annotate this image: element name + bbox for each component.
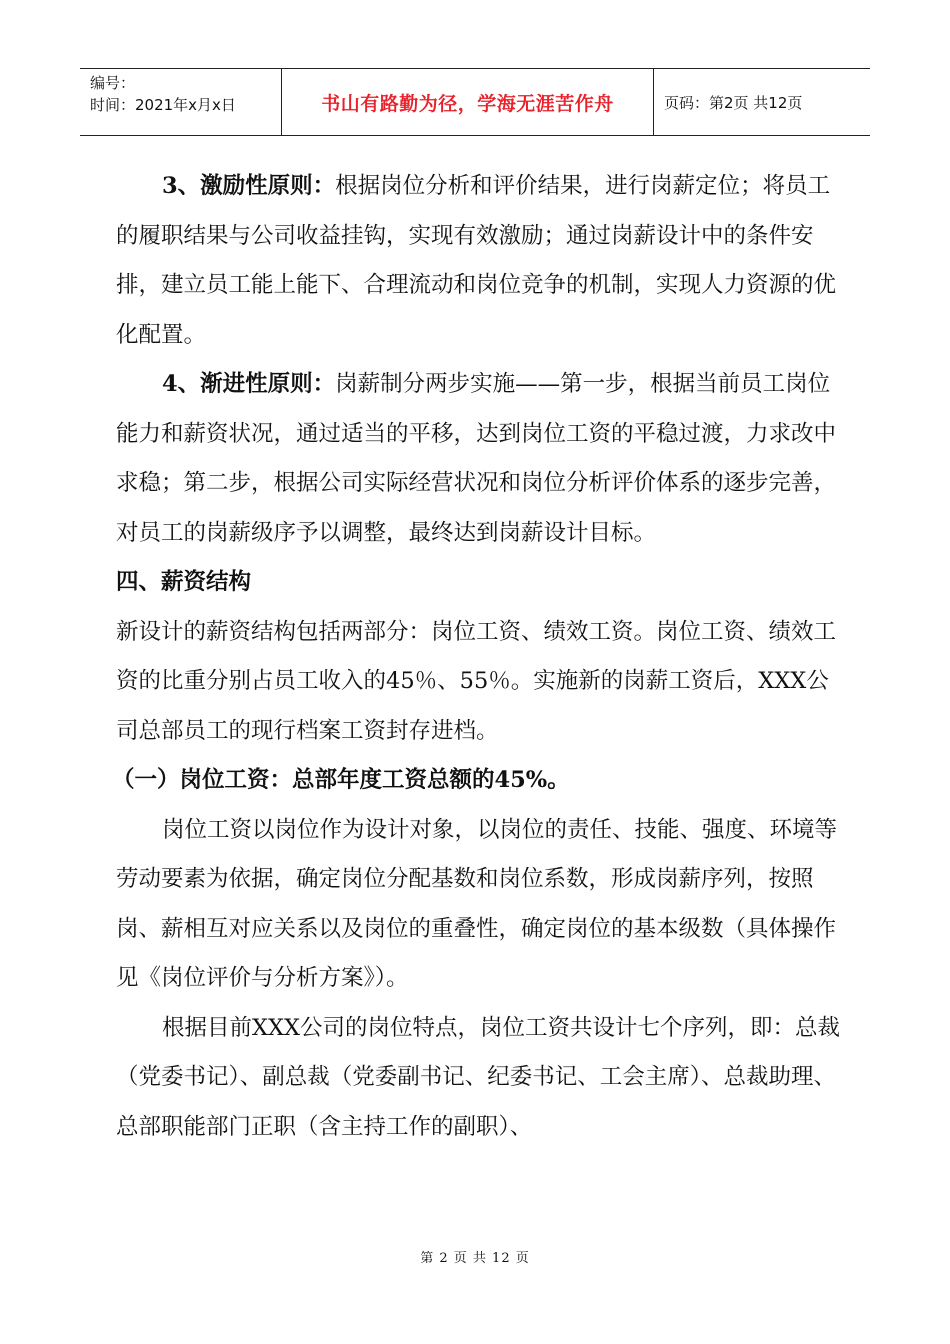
- header-motto-cell: [282, 69, 654, 135]
- paragraph-heading: 4、渐进性原则：: [162, 371, 336, 397]
- paragraph-heading: 3、激励性原则：: [162, 173, 336, 199]
- document-body: [112, 162, 846, 1152]
- paragraph-salary-structure: 新设计的薪资结构包括两部分：岗位工资、绩效工资。岗位工资、绩效工资的比重分别占员工收入的45％、55％。实施新的岗薪工资后，XXX公司总部员工的现行档案工资封存进档。: [116, 618, 837, 744]
- header-page-number: 页码：第2页 共12页: [664, 93, 803, 112]
- header-motto: 书山有路勤为径，学海无涯苦作舟: [321, 92, 614, 115]
- header-page-cell: [654, 69, 870, 135]
- paragraph-text: 根据岗位分析和评价结果，进行岗薪定位；将员工的履职结果与公司收益挂钩，实现有效激励；通过岗薪设计中的条件安排，建立员工能上能下、合理流动和岗位竞争的机制，实现人力资源的优化配置。: [116, 173, 837, 348]
- page-footer: 第 2 页 共 12 页: [420, 1251, 530, 1266]
- header-table: [80, 68, 870, 136]
- section-title-salary-structure: 四、薪资结构: [116, 569, 252, 595]
- paragraph-position-salary: 岗位工资以岗位作为设计对象，以岗位的责任、技能、强度、环境等劳动要素为依据，确定岗位分配基数和岗位系数，形成岗薪序列，按照岗、薪相互对应关系以及岗位的重叠性，确定岗位的基本级数（具体操作见《岗位评价与分析方案》）。: [116, 816, 838, 991]
- document-date-label: 时间：2021年x月x日: [90, 96, 236, 114]
- paragraph-gradual-principle: [116, 360, 846, 558]
- header-meta-cell: [80, 69, 282, 135]
- subsection-title-position-salary: （一）岗位工资：总部年度工资总额的45%。: [112, 767, 570, 793]
- document-number-label: 编号：: [90, 74, 136, 92]
- paragraph-incentive-principle: [116, 162, 846, 360]
- paragraph-position-sequences: 根据目前XXX公司的岗位特点，岗位工资共设计七个序列，即：总裁（党委书记）、副总裁（党委副书记、纪委书记、工会主席）、总裁助理、总部职能部门正职（含主持工作的副职）、: [116, 1014, 841, 1140]
- paragraph-text: 岗薪制分两步实施——第一步，根据当前员工岗位能力和薪资状况，通过适当的平移，达到岗位工资的平稳过渡，力求改中求稳；第二步，根据公司实际经营状况和岗位分析评价体系的逐步完善，对员工的岗薪级序予以调整，最终达到岗薪设计目标。: [116, 371, 837, 546]
